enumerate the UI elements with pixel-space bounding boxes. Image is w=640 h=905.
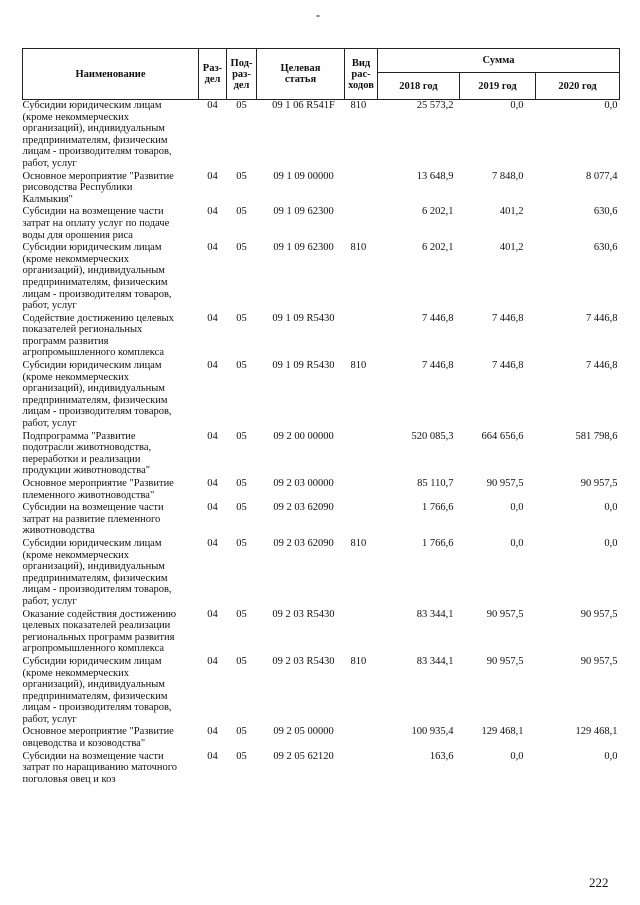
row-amount-2019: 0,0 [510,100,524,111]
header-year-2020: 2020 год [536,73,620,100]
row-vid [345,313,378,360]
row-razdel: 04 [207,750,218,762]
row-podrazdel: 05 [236,655,247,667]
row-razdel: 04 [207,170,218,182]
row-name: Субсидии юридическим лицам (кроме некоммерческих организаций), индивидуальным предпринимателям, физическим лицам - производителям товаров, работ, услуг [22,537,172,607]
top-mark: - [316,8,320,22]
row-podrazdel: 05 [236,242,247,254]
row-amount-2020: 90 957,5 [580,608,618,620]
row-razdel: 04 [207,206,218,218]
row-amount-2019: 0,0 [510,502,524,514]
table-row [23,206,620,242]
row-amount-2018: 6 202,1 [422,206,454,218]
row-amount-2020: 0,0 [604,537,618,549]
row-amount-2018: 1 766,6 [422,502,454,514]
row-podrazdel: 05 [236,608,247,620]
table-row [23,726,620,750]
row-amount-2019: 7 446,8 [492,312,524,324]
row-razdel: 04 [207,360,218,372]
row-amount-2019: 90 957,5 [486,608,524,620]
table-row [23,538,620,609]
table-row [23,751,620,787]
row-amount-2020: 630,6 [593,242,618,254]
table-row [23,360,620,431]
row-target: 09 2 00 00000 [273,430,334,442]
row-name: Субсидии юридическим лицам (кроме некоммерческих организаций), индивидуальным предпринимателям, физическим лицам - производителям товаров, работ, услуг [22,655,172,725]
row-razdel: 04 [207,430,218,442]
row-target: 09 2 03 62090 [273,502,334,514]
row-target: 09 1 09 62300 [273,242,334,254]
row-razdel: 04 [207,100,218,111]
row-amount-2020: 630,6 [593,206,618,218]
row-target: 09 2 03 R5430 [272,608,335,620]
row-amount-2018: 7 446,8 [422,312,454,324]
table-row [23,171,620,207]
row-vid: 810 [350,537,367,549]
row-target: 09 1 09 R5430 [272,360,335,372]
page-number: 222 [589,875,609,890]
row-razdel: 04 [207,312,218,324]
row-razdel: 04 [207,478,218,489]
row-vid [345,431,378,478]
header-name: Наименование [23,49,199,100]
header-razdel: Раз- дел [199,49,227,100]
table-body [23,100,620,787]
row-name: Основное мероприятие "Развитие овцеводства и козоводства" [22,726,174,750]
table-row [23,478,620,502]
row-podrazdel: 05 [236,478,247,489]
row-amount-2019: 90 957,5 [486,655,524,667]
row-amount-2019: 0,0 [510,537,524,549]
row-podrazdel: 05 [236,726,247,738]
row-amount-2020: 0,0 [604,502,618,514]
row-amount-2020: 90 957,5 [580,478,618,489]
table-row [23,656,620,727]
row-vid [345,726,378,750]
row-razdel: 04 [207,726,218,738]
row-vid [345,751,378,787]
row-target: 09 1 09 00000 [273,170,334,182]
row-name: Субсидии юридическим лицам (кроме некоммерческих организаций), индивидуальным предпринимателям, физическим лицам - производителям товаров, работ, услуг [22,100,172,169]
row-target: 09 2 03 00000 [273,478,334,489]
row-podrazdel: 05 [236,206,247,218]
row-vid [345,478,378,502]
row-amount-2018: 7 446,8 [422,360,454,372]
row-name: Оказание содействия достижению целевых показателей реализации региональных программ развития агропромышленного комплекса [22,608,177,655]
row-amount-2020: 0,0 [604,100,618,111]
row-target: 09 2 03 62090 [273,537,334,549]
row-amount-2019: 7 446,8 [492,360,524,372]
table-row [23,609,620,656]
row-amount-2020: 7 446,8 [586,360,618,372]
row-podrazdel: 05 [236,537,247,549]
row-name: Подпрограмма "Развитие подотрасли животноводства, переработки и реализации продукции животноводства" [22,430,152,477]
row-name: Субсидии юридическим лицам (кроме некоммерческих организаций), индивидуальным предпринимателям, физическим лицам - производителям товаров, работ, услуг [22,242,172,312]
row-vid: 810 [350,242,367,254]
row-podrazdel: 05 [236,360,247,372]
row-amount-2019: 7 848,0 [492,170,524,182]
row-amount-2020: 90 957,5 [580,655,618,667]
row-podrazdel: 05 [236,100,247,111]
row-amount-2018: 100 935,4 [411,726,454,738]
row-amount-2019: 401,2 [499,242,524,254]
row-razdel: 04 [207,608,218,620]
row-razdel: 04 [207,502,218,514]
row-amount-2018: 520 085,3 [411,430,454,442]
row-vid: 810 [350,360,367,372]
row-name: Субсидии на возмещение части затрат по наращиванию маточного поголовья овец и коз [22,750,178,785]
row-podrazdel: 05 [236,430,247,442]
row-amount-2019: 401,2 [499,206,524,218]
row-amount-2018: 25 573,2 [416,100,454,111]
row-target: 09 1 09 R5430 [272,312,335,324]
row-vid [345,171,378,207]
row-name: Основное мероприятие "Развитие рисоводства Республики Калмыкия" [22,170,174,205]
row-amount-2020: 129 468,1 [575,726,618,738]
row-target: 09 2 05 00000 [273,726,334,738]
row-razdel: 04 [207,655,218,667]
table-row [23,313,620,360]
row-amount-2018: 6 202,1 [422,242,454,254]
table-header [23,49,620,100]
row-name: Субсидии на возмещение части затрат на оплату услуг по подаче воды для орошения риса [22,206,170,241]
row-name: Субсидии юридическим лицам (кроме некоммерческих организаций), индивидуальным предпринимателям, физическим лицам - производителям товаров, работ, услуг [22,360,172,430]
row-amount-2018: 83 344,1 [416,655,454,667]
row-amount-2019: 90 957,5 [486,478,524,489]
table-row [23,242,620,313]
row-amount-2020: 0,0 [604,750,618,762]
header-year-2019: 2019 год [460,73,536,100]
header-sum: Сумма [378,49,620,73]
row-name: Субсидии на возмещение части затрат на развитие племенного животноводства [22,502,164,537]
row-amount-2018: 1 766,6 [422,537,454,549]
row-razdel: 04 [207,537,218,549]
row-podrazdel: 05 [236,502,247,514]
row-amount-2018: 83 344,1 [416,608,454,620]
budget-table [22,48,620,786]
row-target: 09 2 03 R5430 [272,655,335,667]
row-amount-2020: 7 446,8 [586,312,618,324]
row-podrazdel: 05 [236,750,247,762]
row-amount-2018: 163,6 [429,750,454,762]
row-podrazdel: 05 [236,312,247,324]
row-name: Основное мероприятие "Развитие племенного животноводства" [22,478,174,501]
row-vid: 810 [350,100,367,111]
row-amount-2018: 13 648,9 [416,170,454,182]
table-row [23,100,620,171]
row-name: Содействие достижению целевых показателей региональных программ развития агропромышленного комплекса [22,312,174,359]
row-razdel: 04 [207,242,218,254]
header-podrazdel: Под- раз- дел [227,49,257,100]
row-vid [345,502,378,538]
row-target: 09 1 09 62300 [273,206,334,218]
row-amount-2020: 581 798,6 [575,430,618,442]
table-row [23,431,620,478]
row-podrazdel: 05 [236,170,247,182]
row-amount-2020: 8 077,4 [586,170,618,182]
header-target: Целевая статья [257,49,345,100]
row-target: 09 1 06 R541F [272,100,335,111]
row-vid [345,609,378,656]
header-vid: Вид рас- ходов [345,49,378,100]
row-amount-2019: 0,0 [510,750,524,762]
row-vid: 810 [350,655,367,667]
row-amount-2019: 664 656,6 [481,430,524,442]
header-year-2018: 2018 год [378,73,460,100]
row-amount-2018: 85 110,7 [417,478,454,489]
row-vid [345,206,378,242]
row-target: 09 2 05 62120 [273,750,334,762]
row-amount-2019: 129 468,1 [481,726,524,738]
table-row [23,502,620,538]
